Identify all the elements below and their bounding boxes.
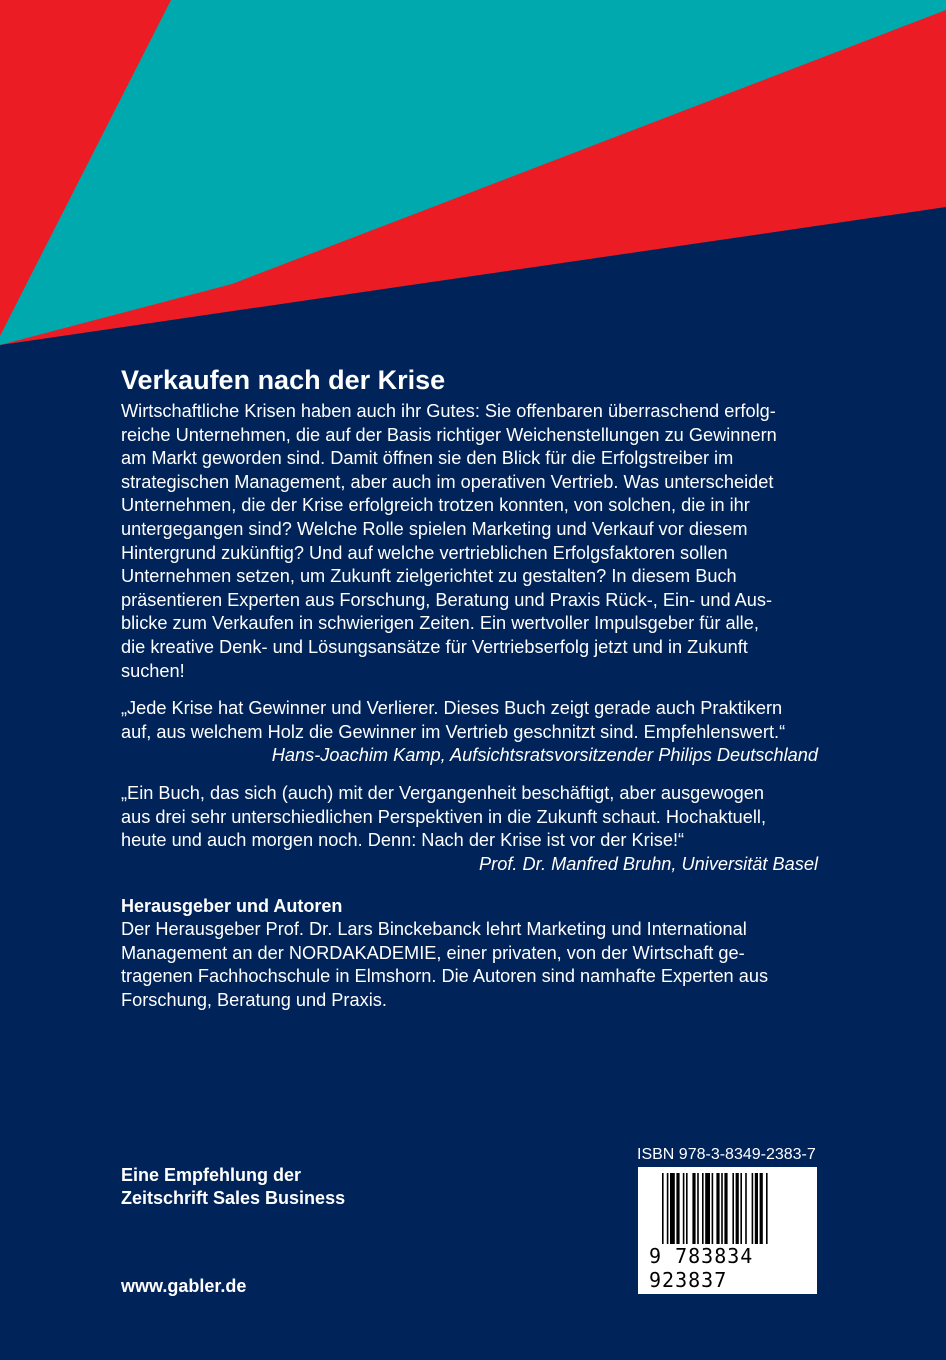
publisher-website: www.gabler.de xyxy=(121,1276,247,1296)
barcode-number: 9 783834 923837 xyxy=(648,1244,817,1292)
quote-bruhn: „Ein Buch, das sich (auch) mit der Vergangenheit beschäftigt, aber ausgewogen aus drei sehr unterschiedlichen Perspektiven in die Zukunft schaut. Hochaktuell, heute und auch morgen noch. Denn: Nach der Krise ist vor der Krise!“ Prof. Dr. Manfred Bruhn, Universität Basel xyxy=(121,782,841,876)
barcode xyxy=(638,1167,817,1294)
authors-heading: Herausgeber und Autoren xyxy=(121,896,343,917)
quote-kamp: „Jede Krise hat Gewinner und Verlierer. Dieses Buch zeigt gerade auch Praktikern auf, aus welchem Holz die Gewinner im Vertrieb geschnitzt sind. Empfehlenswert.“ Hans-Joachim Kamp, Aufsichtsratsvorsitzender Philips Deutschland xyxy=(121,697,841,768)
back-cover-text xyxy=(121,360,841,1013)
description: Wirtschaftliche Krisen haben auch ihr Gutes: Sie offenbaren überraschend erfolg- reiche Unternehmen, die auf der Basis richtiger Weichenstellungen zu Gewinnern am Markt geworden sind. Damit öffnen sie den Blick für die Erfolgstreiber im strategischen Management, aber auch im operativen Vertrieb. Was unterscheidet Unternehmen, die der Krise erfolgreich trotzen konnten, von solchen, die in ihr untergegangen sind? Welche Rolle spielen Marketing und Verkauf vor diesem Hintergrund zukünftig? Und auf welche vertrieblichen Erfolgsfaktoren sollen Unternehmen setzen, um Zukunft zielgerichtet zu gestalten? In diesem Buch präsentieren Experten aus Forschung, Beratung und Praxis Rück-, Ein- und Aus- blicke zum Verkaufen in schwierigen Zeiten. Ein wertvoller Impulsgeber für alle, die kreative Denk- und Lösungsansätze für Vertriebserfolg jetzt und in Zukunft suchen! xyxy=(121,401,777,681)
authors-text: Der Herausgeber Prof. Dr. Lars Binckebanck lehrt Marketing und International Management an der NORDAKADEMIE, einer privaten, von der Wirtschaft ge- tragenen Fachhochschule in Elmshorn. Die Autoren sind namhafte Experten aus Forschung, Beratung und Praxis. xyxy=(121,919,769,1011)
book-title: Verkaufen nach der Krise xyxy=(121,365,446,395)
quote-attribution: Hans-Joachim Kamp, Aufsichtsratsvorsitzender Philips Deutschland xyxy=(271,745,818,766)
quote-attribution: Prof. Dr. Manfred Bruhn, Universität Basel xyxy=(479,853,818,874)
isbn-label: ISBN 978-3-8349-2383-7 xyxy=(637,1146,816,1163)
recommendation: Eine Empfehlung der Zeitschrift Sales Business xyxy=(121,1165,346,1208)
